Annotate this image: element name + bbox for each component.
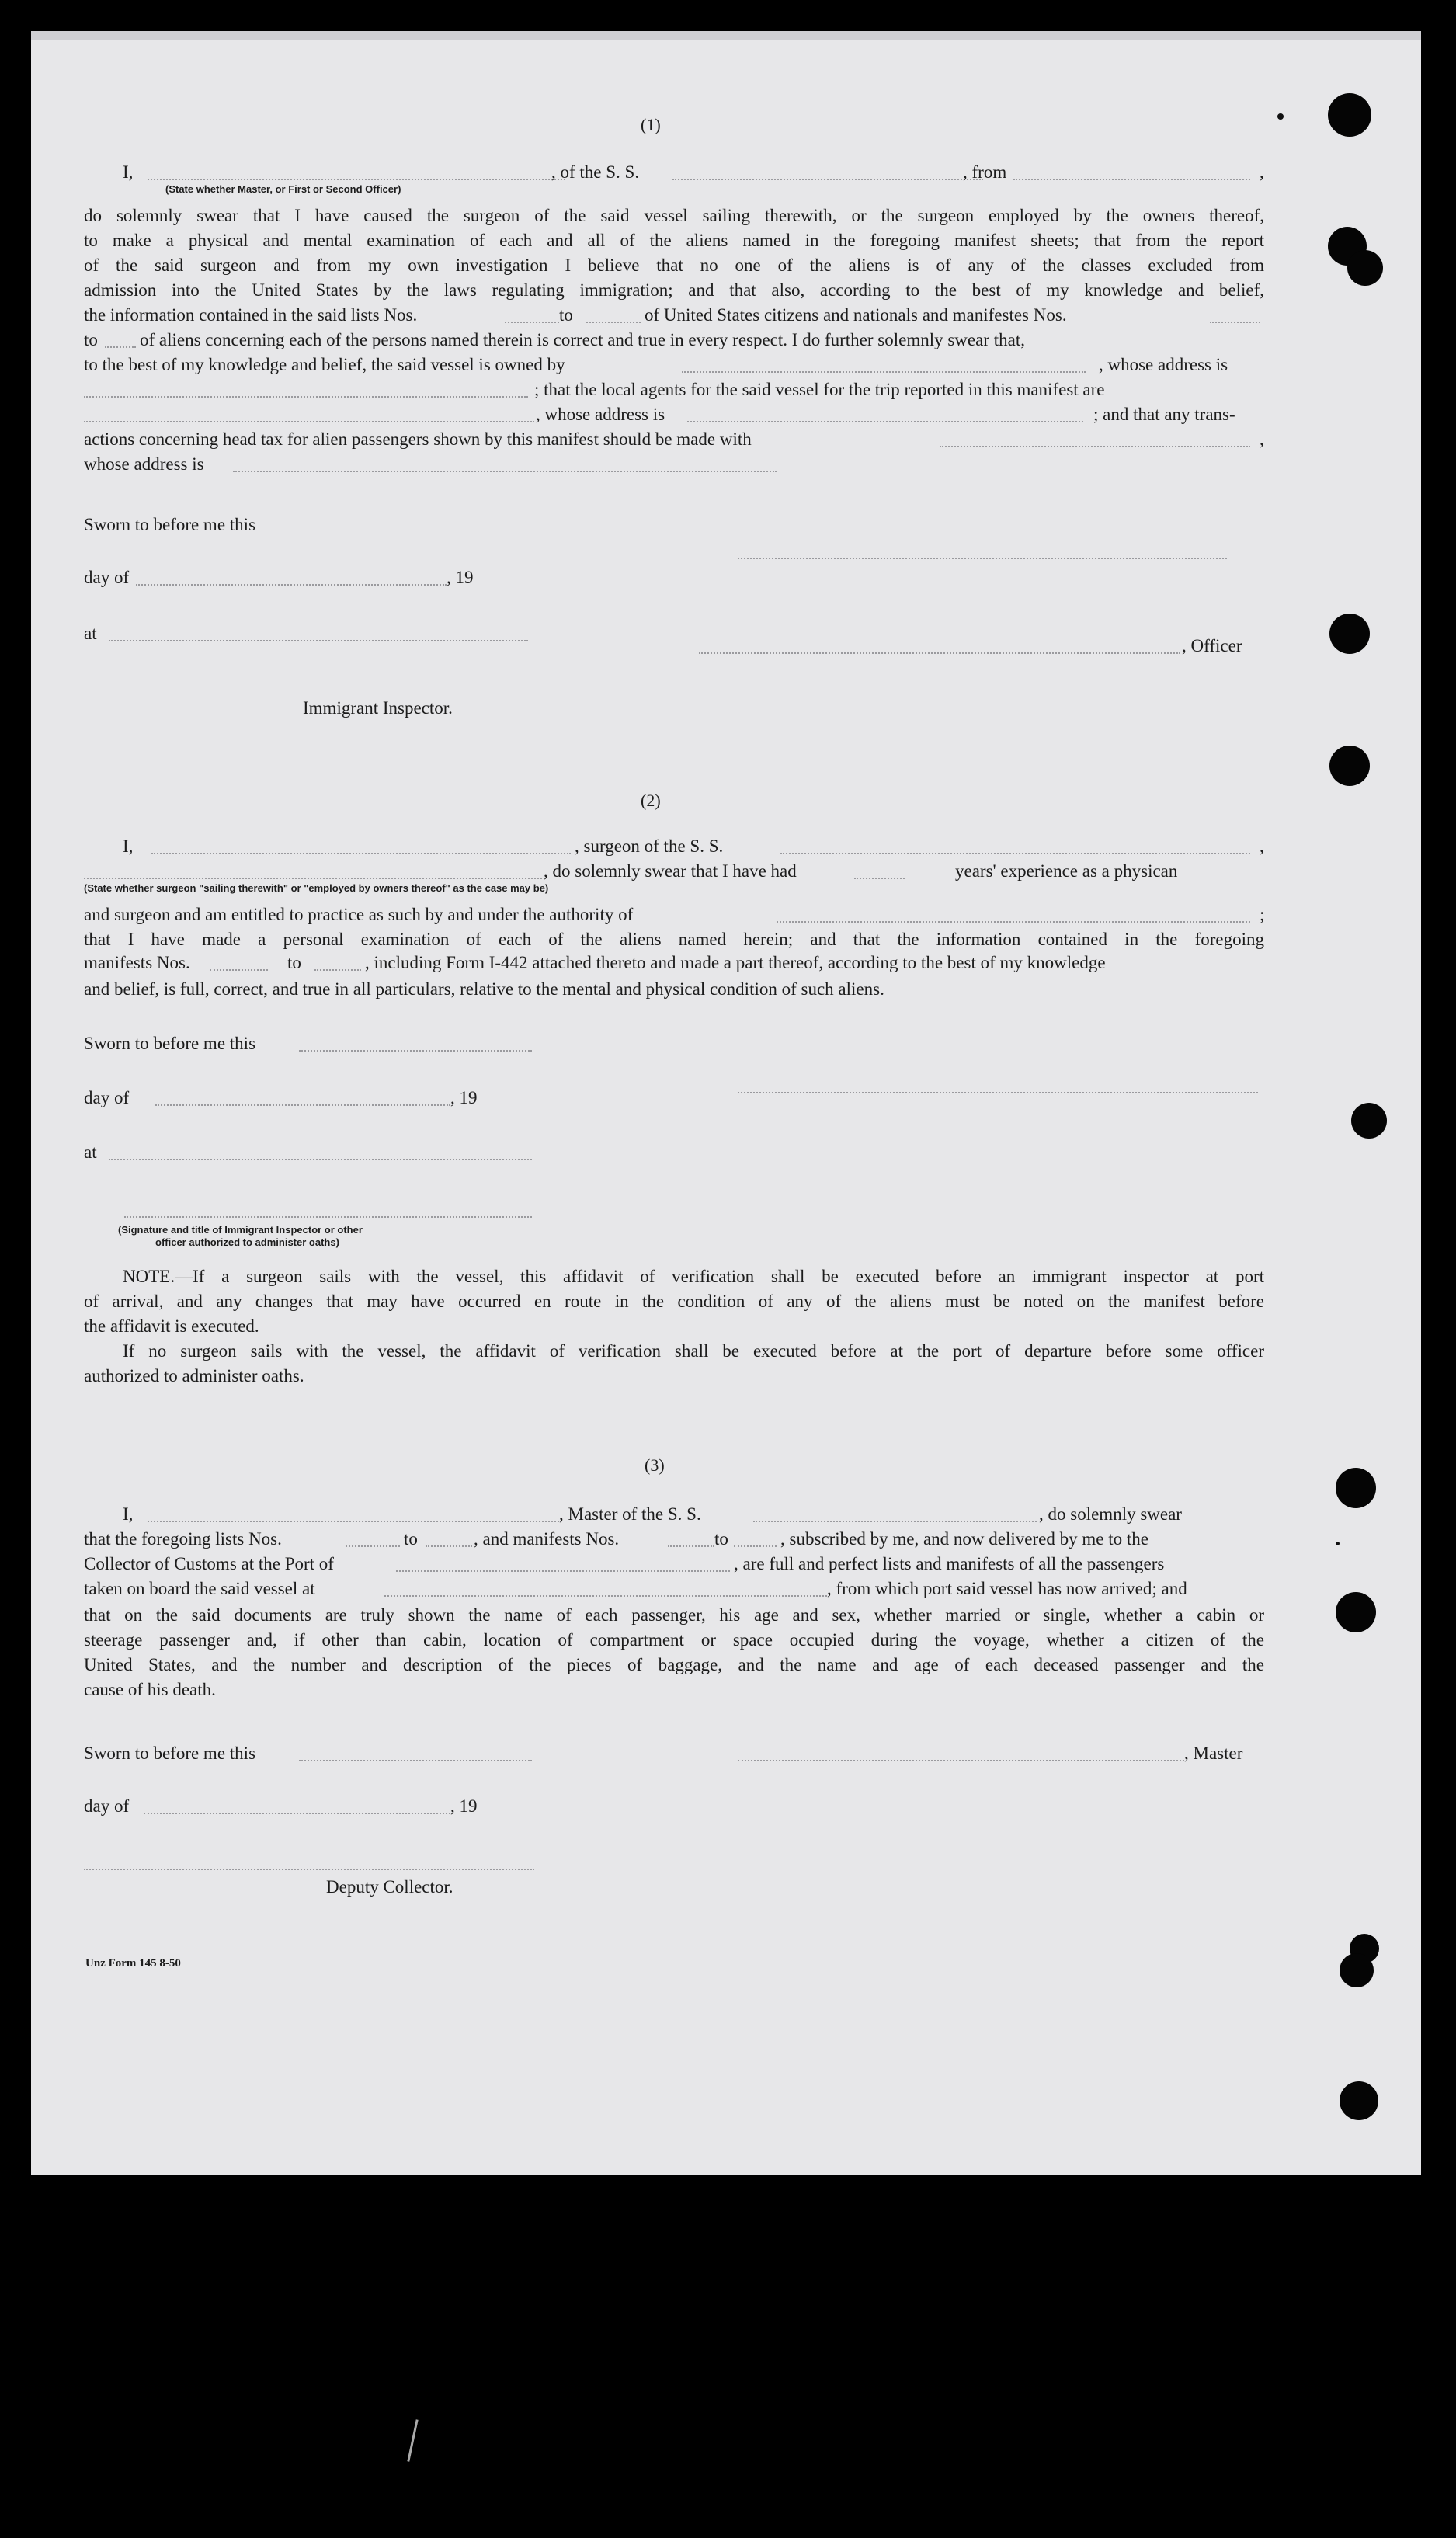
s2-note-line: authorized to administer oaths. — [84, 1366, 304, 1385]
s3-collector-signature-blank — [84, 1869, 534, 1870]
s1-head-tax-label: actions concerning head tax for alien passengers shown by this manifest should be made with — [84, 429, 752, 449]
s1-vessel-blank — [672, 179, 983, 180]
punch-hole — [1336, 1468, 1376, 1508]
s1-officer-label: , Officer — [1182, 636, 1242, 655]
s3-deputy-label: Deputy Collector. — [326, 1877, 453, 1897]
s1-lists-nos-label: the information contained in the said lists Nos. — [84, 305, 418, 325]
s2-para-line3-wrap — [84, 977, 1264, 1002]
s2-manifests-to-blank — [314, 969, 361, 971]
s3-embark-port-blank — [384, 1595, 827, 1597]
s3-para-line: steerage passenger and, if other than cabin, location of compartment or space occupied during the voyage, whether a citizen of the — [84, 1630, 1264, 1650]
section-2-number: (2) — [641, 791, 661, 810]
s3-subscribed-label: , subscribed by me, and now delivered by me to the — [780, 1529, 1148, 1549]
s1-day-of-label: day of — [84, 568, 130, 587]
s1-sworn-label: Sworn to before me this — [84, 515, 256, 534]
stray-mark — [407, 2419, 418, 2461]
s3-to-label: to — [404, 1529, 418, 1549]
s2-note-line: the affidavit is executed. — [84, 1316, 259, 1336]
s1-inspector-label: Immigrant Inspector. — [303, 698, 453, 718]
s1-i-label: I, — [123, 162, 134, 182]
s2-year-label: , 19 — [450, 1088, 478, 1107]
s1-of-ss-label: , of the S. S. — [551, 162, 640, 182]
s1-para-line: of the said surgeon and from my own investigation I believe that no one of the aliens is of any of the classes excluded from — [84, 256, 1264, 275]
form-sheet — [31, 31, 1421, 2175]
s1-line1-comma: , — [1260, 162, 1264, 182]
s1-officer-blank — [148, 179, 565, 180]
s2-surgeon-of-label: , surgeon of the S. S. — [575, 836, 724, 856]
punch-hole — [1340, 1953, 1374, 1987]
s3-manifests-from-blank — [668, 1545, 714, 1547]
s3-manifests-to-blank — [734, 1545, 777, 1547]
s3-from-port-label: , from which port said vessel has now arrived; and — [827, 1579, 1187, 1598]
punch-hole — [1351, 1103, 1387, 1139]
punch-hole — [1347, 250, 1383, 286]
s3-lists-to-blank — [426, 1545, 472, 1547]
s3-vessel-blank — [753, 1521, 1037, 1522]
punch-hole — [1329, 746, 1370, 786]
s1-manifests-from-blank — [1210, 322, 1260, 323]
form-number: Unz Form 145 8-50 — [85, 1957, 181, 1970]
s3-oath-paragraph — [84, 1603, 1264, 1702]
s2-para-line1-wrap — [84, 927, 1264, 952]
s1-trans-label: ; and that any trans- — [1093, 405, 1235, 424]
s2-day-of-label: day of — [84, 1088, 130, 1107]
s1-local-agents-label: ; that the local agents for the said vessel for the trip reported in this manifest are — [534, 380, 1105, 399]
s1-from-label: , from — [963, 162, 1007, 182]
s1-agents-blank — [84, 421, 534, 422]
s1-agents-address-blank — [687, 421, 1083, 422]
s3-full-lists-label: , are full and perfect lists and manifests of all the passengers — [734, 1554, 1165, 1573]
s1-to-label: to — [559, 305, 573, 325]
s2-surgeon-type-blank — [84, 878, 542, 879]
s2-at-blank — [109, 1159, 532, 1160]
s1-whose-address-label: whose address is — [84, 454, 204, 474]
s2-manifests-nos-label: manifests Nos. — [84, 953, 190, 972]
s3-day-of-label: day of — [84, 1796, 130, 1816]
s2-para-line: that I have made a personal examination of each of the aliens named herein; and that the information contained in the foregoing — [84, 930, 1264, 949]
s2-manifests-from-blank — [210, 969, 268, 971]
s1-lists-to-blank — [586, 322, 641, 323]
s2-do-swear-label: , do solemnly swear that I have had — [544, 861, 797, 881]
s1-para-line: to make a physical and mental examination of each and all of the aliens named in the foregoing manifest sheets; that from the report — [84, 231, 1264, 250]
s3-sworn-blank — [299, 1760, 532, 1761]
s1-manifests-to-blank — [105, 346, 136, 348]
s2-note-line: If no surgeon sails with the vessel, the affidavit of verification shall be executed before at the port of departure before some officer — [123, 1341, 1264, 1361]
s1-signature-blank — [738, 558, 1227, 559]
s3-para-line: United States, and the number and description of the pieces of baggage, and the name and age of each deceased passenger and the — [84, 1655, 1264, 1674]
punch-hole — [1336, 1592, 1376, 1632]
s2-day-blank — [155, 1104, 450, 1106]
s2-years-label: years' experience as a physican — [955, 861, 1178, 881]
sheet-top-edge — [31, 31, 1421, 40]
s1-head-tax-blank — [940, 446, 1250, 447]
s2-surgeon-note: (State whether surgeon "sailing therewith" or "employed by owners thereof" as the case may be) — [84, 882, 549, 894]
s1-at-label: at — [84, 624, 97, 643]
s1-owner-address-label: , whose address is — [1099, 355, 1228, 374]
s3-to-label-2: to — [714, 1529, 728, 1549]
s1-officer-signature-blank — [699, 652, 1180, 654]
section-3-number: (3) — [645, 1455, 665, 1475]
s2-surgeon-name-blank — [151, 853, 571, 854]
s2-including-label: , including Form I-442 attached thereto and made a part thereof, according to the best of my knowledge — [365, 953, 1106, 972]
s3-para-line: that on the said documents are truly shown the name of each passenger, his age and sex, whether married or single, whether a cabin or — [84, 1605, 1264, 1625]
s1-agents-address-label: , whose address is — [536, 405, 665, 424]
s2-sig-note-2: officer authorized to administer oaths) — [155, 1236, 339, 1248]
s1-at-blank — [109, 640, 528, 641]
ink-speck — [1336, 1542, 1340, 1545]
s1-owned-by-label: to the best of my knowledge and belief, the said vessel is owned by — [84, 355, 565, 374]
s3-master-signature-blank — [738, 1760, 1184, 1761]
s2-note-block — [84, 1264, 1264, 1389]
s2-to-label: to — [287, 953, 301, 972]
s1-to-label-2: to — [84, 330, 98, 349]
s3-master-label: , Master — [1184, 1744, 1243, 1763]
s3-taken-label: taken on board the said vessel at — [84, 1579, 315, 1598]
section-1-number: (1) — [641, 115, 661, 134]
s3-master-name-blank — [148, 1521, 559, 1522]
s1-lists-from-blank — [505, 322, 559, 323]
s3-foregoing-label: that the foregoing lists Nos. — [84, 1529, 282, 1549]
s1-citizens-label: of United States citizens and nationals and manifestes Nos. — [645, 305, 1067, 325]
s1-para-line: admission into the United States by the laws regulating immigration; and that also, according to the best of my knowledge and belief, — [84, 280, 1264, 300]
s1-day-blank — [136, 584, 447, 586]
s3-sworn-label: Sworn to before me this — [84, 1744, 256, 1763]
s3-collector-label: Collector of Customs at the Port of — [84, 1554, 334, 1573]
s2-authority-label: and surgeon and am entitled to practice as such by and under the authority of — [84, 905, 634, 924]
s2-semicolon: ; — [1260, 905, 1265, 924]
s3-port-blank — [396, 1570, 730, 1572]
s2-signature-blank — [738, 1092, 1258, 1093]
punch-hole — [1328, 93, 1371, 137]
s1-oath-paragraph — [84, 203, 1264, 303]
s1-from-blank — [1013, 179, 1250, 180]
s3-year-label: , 19 — [450, 1796, 478, 1816]
s2-at-label: at — [84, 1142, 97, 1162]
s2-inspector-signature-blank — [124, 1216, 532, 1218]
ink-speck — [1277, 113, 1284, 120]
s1-year-label: , 19 — [447, 568, 474, 587]
s2-comma: , — [1260, 836, 1264, 856]
s2-vessel-blank — [780, 853, 1250, 854]
s2-sig-note-1: (Signature and title of Immigrant Inspector or other — [118, 1224, 363, 1236]
s1-officer-note: (State whether Master, or First or Second Officer) — [165, 183, 401, 195]
punch-hole — [1340, 2081, 1378, 2120]
s2-i-label: I, — [123, 836, 134, 856]
s2-sworn-blank — [299, 1050, 532, 1052]
s1-owner-blank — [682, 371, 1086, 373]
s3-i-label: I, — [123, 1504, 134, 1524]
s2-sworn-label: Sworn to before me this — [84, 1034, 256, 1053]
s1-head-tax-address-blank — [233, 471, 777, 472]
s2-authority-blank — [777, 921, 1250, 923]
s2-note-line: NOTE.—If a surgeon sails with the vessel, this affidavit of verification shall be executed before an immigrant inspector at port — [123, 1267, 1264, 1286]
s2-years-blank — [854, 878, 905, 879]
s3-para-line: cause of his death. — [84, 1680, 216, 1699]
s1-line10-comma: , — [1260, 429, 1264, 449]
s3-day-blank — [144, 1813, 450, 1814]
s1-para-line: do solemnly swear that I have caused the surgeon of the said vessel sailing therewith, or the surgeon employed by the owners thereof, — [84, 206, 1264, 225]
s3-and-manifests-label: , and manifests Nos. — [474, 1529, 620, 1549]
s1-owner-address-blank — [84, 396, 528, 398]
punch-hole — [1329, 614, 1370, 654]
s1-aliens-text: of aliens concerning each of the persons named therein is correct and true in every respect. I do further solemnly swear that, — [140, 330, 1025, 349]
s2-para-line: and belief, is full, correct, and true in all particulars, relative to the mental and physical condition of such aliens. — [84, 979, 884, 999]
s3-lists-from-blank — [346, 1545, 400, 1547]
s2-note-line: of arrival, and any changes that may have occurred en route in the condition of any of the aliens must be noted on the manifest before — [84, 1292, 1264, 1311]
s3-master-of-label: , Master of the S. S. — [559, 1504, 701, 1524]
s3-do-swear-label: , do solemnly swear — [1039, 1504, 1182, 1524]
